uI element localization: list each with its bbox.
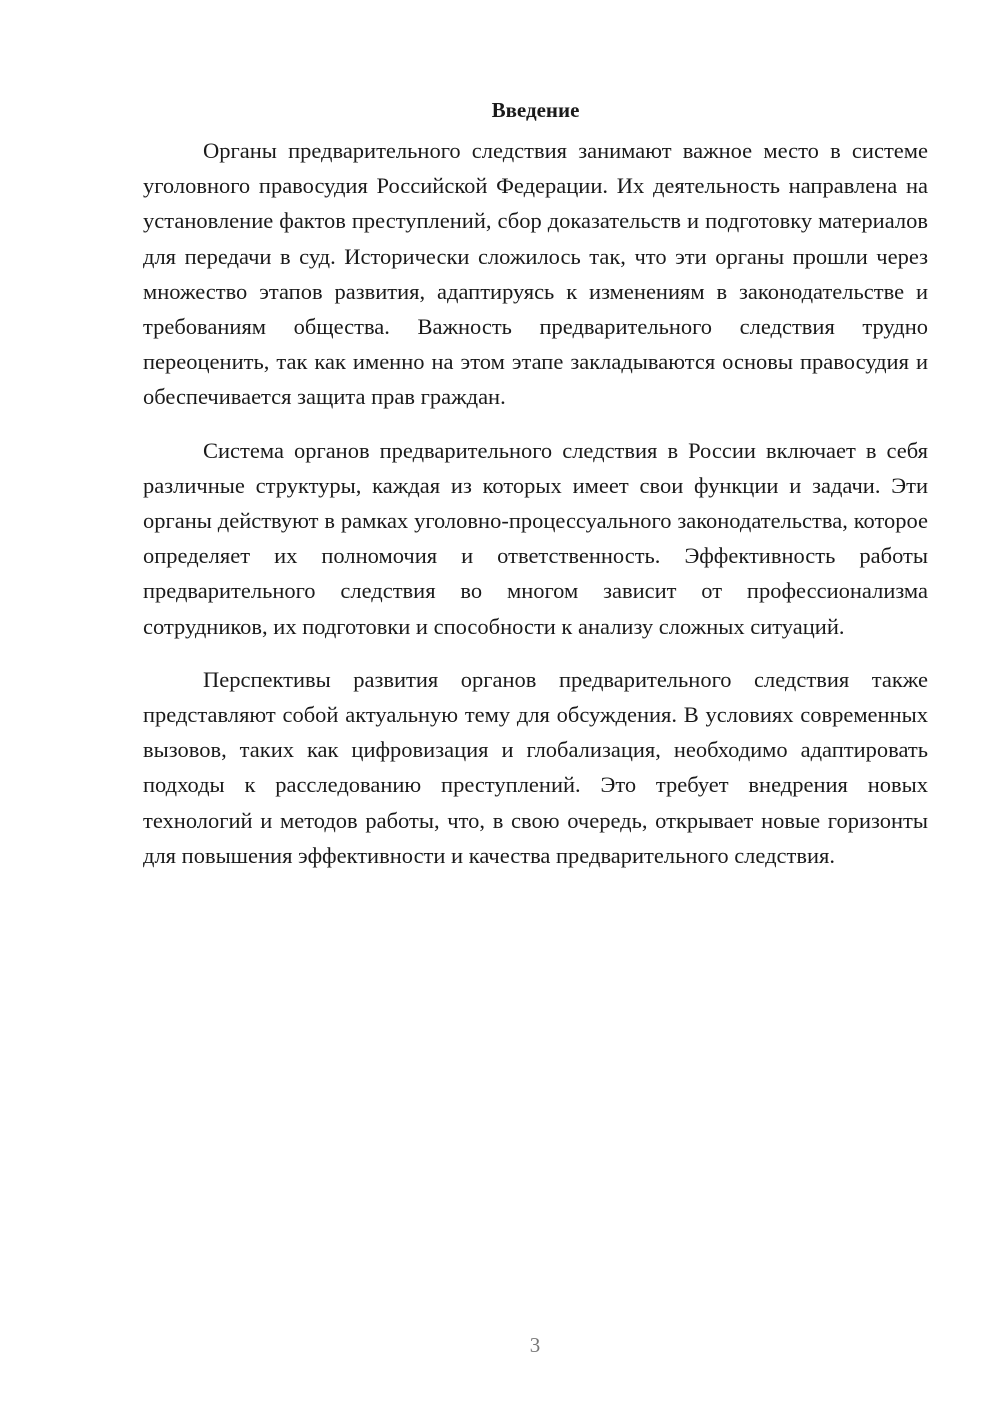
paragraph-2: Система органов предварительного следствия в России включает в себя различные структуры, каждая из которых имеет свои функции и задачи. Эти органы действуют в рамках уголовно-процессуального законодательства, которое определяет их полномочия и ответственность. Эффективность работы предварительного следствия во многом зависит от профессионализма сотрудников, их подготовки и способности к анализу сложных ситуаций. — [143, 437, 928, 639]
page-number: 3 — [529, 1333, 541, 1357]
paragraph-1: Органы предварительного следствия занимают важное место в системе уголовного правосудия Российской Федерации. Их деятельность направлена на установление фактов преступлений, сбор доказательств и подготовку материалов для передачи в суд. Исторически сложилось так, что эти органы прошли через множество этапов развития, адаптируясь к изменениям в законодательстве и требованиям общества. Важность предварительного следствия трудно переоценить, так как именно на этом этапе закладываются основы правосудия и обеспечивается защита прав граждан. — [143, 138, 928, 410]
section-title: Введение — [491, 98, 580, 122]
paragraph-3: Перспективы развития органов предварительного следствия также представляют собой актуальную тему для обсуждения. В условиях современных вызовов, таких как цифровизация и глобализация, необходимо адаптировать подходы к расследованию преступлений. Это требует внедрения новых технологий и методов работы, что, в свою очередь, открывает новые горизонты для повышения эффективности и качества предварительного следствия. — [143, 666, 928, 868]
page-content — [143, 95, 928, 891]
